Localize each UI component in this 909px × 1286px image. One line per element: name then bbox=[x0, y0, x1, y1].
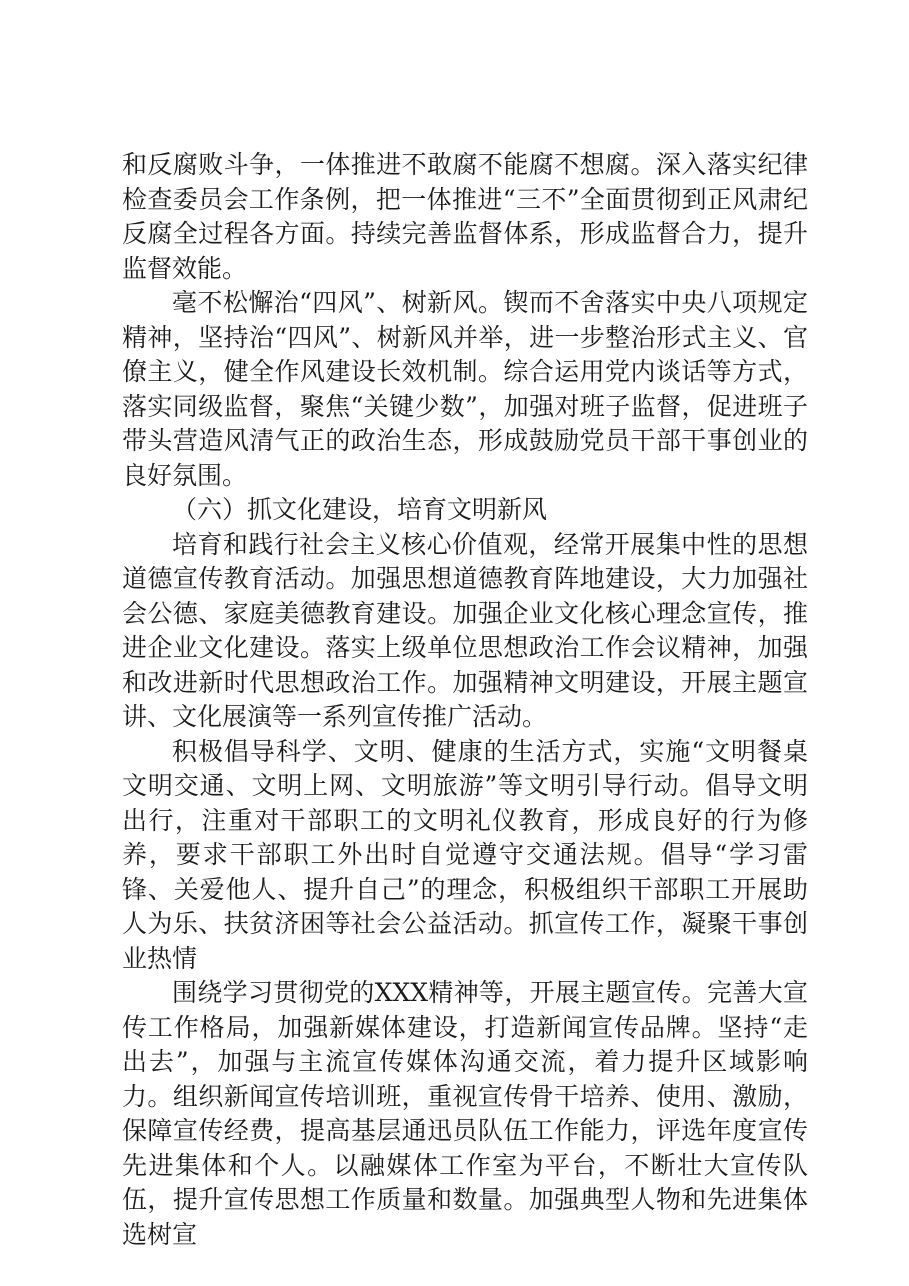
paragraph-publicity-work: 围绕学习贯彻党的XXX精神等，开展主题宣传。完善大宣传工作格局，加强新媒体建设，打造新闻宣传品牌。坚持“走出去”，加强与主流宣传媒体沟通交流，着力提升区域影响力。组织新闻宣传培训班，重视宣传骨干培养、使用、激励，保障宣传经费，提高基层通迅员队伍工作能力，评选年度宣传先进集体和个人。以融媒体工作室为平台，不断壮大宣传队伍，提升宣传思想工作质量和数量。加强典型人物和先进集体选树宣 bbox=[122, 978, 808, 1249]
paragraph-core-values: 培育和践行社会主义核心价值观，经常开展集中性的思想道德宣传教育活动。加强思想道德教育阵地建设，大力加强社会公德、家庭美德教育建设。加强企业文化核心理念宣传，推进企业文化建设。落实上级单位思想政治工作会议精神，加强和改进新时代思想政治工作。加强精神文明建设，开展主题宣讲、文化展演等一系列宣传推广活动。 bbox=[122, 529, 808, 731]
paragraph-civilized-lifestyle: 积极倡导科学、文明、健康的生活方式，实施“文明餐桌文明交通、文明上网、文明旅游”等文明引导行动。倡导文明出行，注重对干部职工的文明礼仪教育，形成良好的行为修养，要求干部职工外出时自觉遵守交通法规。倡导“学习雷锋、关爱他人、提升自己”的理念，积极组织干部职工开展助人为乐、扶贫济困等社会公益活动。抓宣传工作，凝聚干事创业热情 bbox=[122, 736, 808, 973]
document-body bbox=[122, 148, 808, 1252]
paragraph-continued-anticorruption: 和反腐败斗争，一体推进不敢腐不能腐不想腐。深入落实纪律检查委员会工作条例，把一体推进“三不”全面贯彻到正风肃纪反腐全过程各方面。持续完善监督体系，形成监督合力，提升监督效能。 bbox=[122, 150, 808, 283]
paragraph-four-styles: 毫不松懈治“四风”、树新风。锲而不舍落实中央八项规定精神，坚持治“四风”、树新风并举，进一步整治形式主义、官僚主义，健全作风建设长效机制。综合运用党内谈话等方式，落实同级监督，聚焦“关键少数”，加强对班子监督，促进班子带头营造风清气正的政治生态，形成鼓励党员干部干事创业的良好氛围。 bbox=[122, 288, 808, 490]
section-heading-culture: （六）抓文化建设，培育文明新风 bbox=[172, 495, 548, 524]
